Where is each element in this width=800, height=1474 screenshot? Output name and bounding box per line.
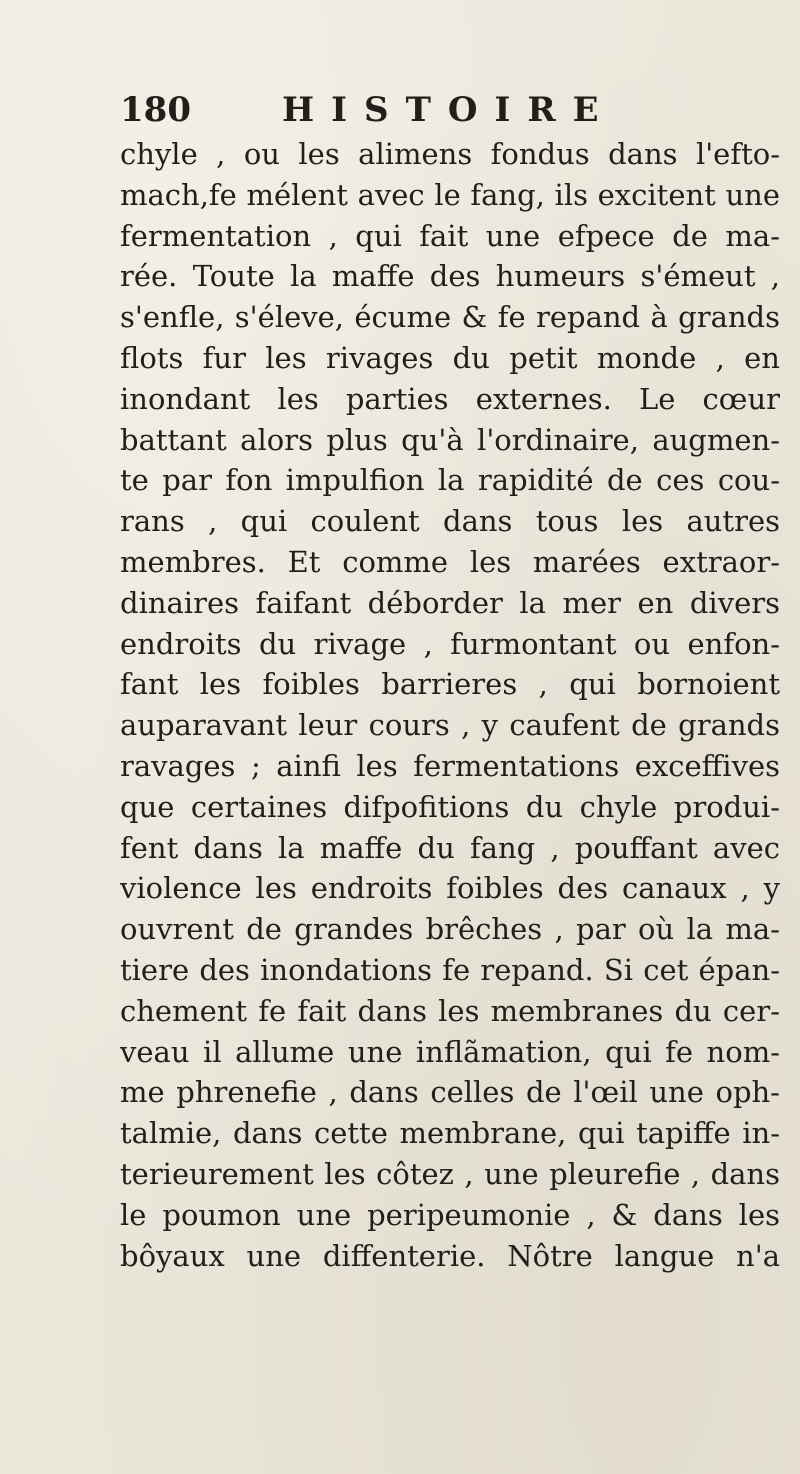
text-line: rans , qui coulent dans tous les autres: [120, 504, 780, 539]
text-line: mach,fe mélent avec le fang, ils excitent une: [120, 177, 780, 212]
text-line: violence les endroits foibles des canaux , y: [120, 871, 780, 906]
text-line: ouvrent de grandes brêches , par où la ma-: [120, 912, 780, 947]
text-line: battant alors plus qu'à l'ordinaire, augmen-: [120, 422, 780, 457]
text-line: flots fur les rivages du petit monde , en: [120, 340, 780, 375]
text-line: terieurement les côtez , une pleurefie , dans: [120, 1156, 780, 1191]
text-line: tiere des inondations fe repand. Si cet épan-: [120, 952, 780, 987]
text-line: fent dans la maffe du fang , pouffant avec: [120, 830, 780, 865]
running-head: HISTOIRE: [282, 90, 616, 130]
text-line: talmie, dans cette membrane, qui tapiffe in-: [120, 1116, 780, 1151]
text-line: chement fe fait dans les membranes du cer-: [120, 993, 780, 1028]
text-line: auparavant leur cours , y caufent de grands: [120, 708, 780, 743]
text-line: dinaires faifant déborder la mer en divers: [120, 585, 780, 620]
text-line: que certaines difpofitions du chyle produi-: [120, 789, 780, 824]
text-line: fermentation , qui fait une efpece de ma-: [120, 218, 780, 253]
page-header: [120, 88, 760, 132]
text-line: endroits du rivage , furmontant ou enfon-: [120, 626, 780, 661]
body-text: [120, 134, 780, 1276]
text-line: rée. Toute la maffe des humeurs s'émeut ,: [120, 259, 780, 294]
text-line: fant les foibles barrieres , qui bornoient: [120, 667, 780, 702]
text-line: le poumon une peripeumonie , & dans les: [120, 1197, 780, 1232]
text-line: veau il allume une inflãmation, qui fe nom-: [120, 1034, 780, 1069]
text-line: inondant les parties externes. Le cœur: [120, 381, 780, 416]
text-line: me phrenefie , dans celles de l'œil une oph-: [120, 1075, 780, 1110]
text-line: te par fon impulfion la rapidité de ces cou-: [120, 463, 780, 498]
text-line: ravages ; ainfi les fermentations exceffives: [120, 748, 780, 783]
text-line: chyle , ou les alimens fondus dans l'efto-: [120, 137, 780, 171]
text-line: bôyaux une diffenterie. Nôtre langue n'a: [120, 1238, 780, 1273]
page-number: 180: [120, 90, 191, 130]
text-line: membres. Et comme les marées extraor-: [120, 544, 780, 579]
text-line: s'enfle, s'éleve, écume & fe repand à grands: [120, 300, 780, 335]
